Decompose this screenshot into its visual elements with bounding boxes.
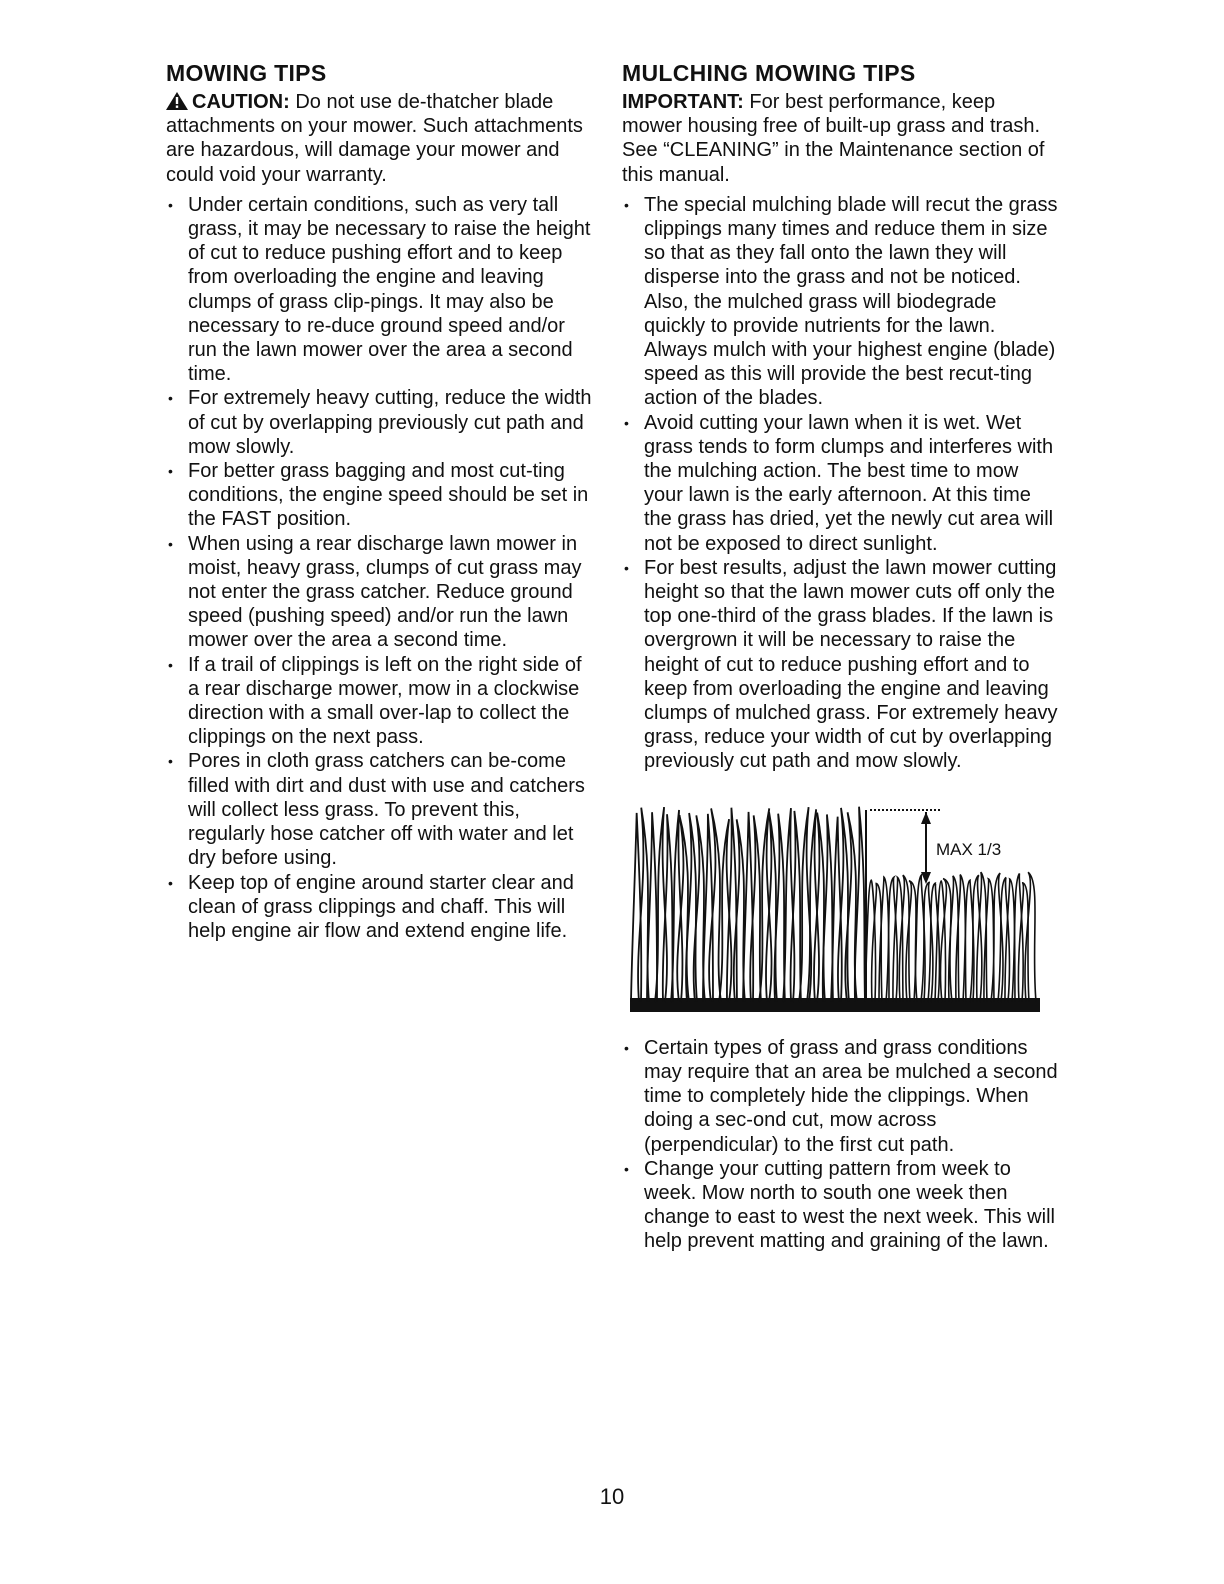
mowing-tips-list xyxy=(166,193,598,943)
list-item: • For best results, adjust the lawn mower cutting height so that the lawn mower cuts off only the top one-third of the grass blades. If the lawn is overgrown it will be necessary to raise the height of cut to reduce pushing effort and to keep from overloading the engine and leaving clumps of mulched grass. For extremely heavy grass, reduce your width of cut by overlapping previously cut path and mow slowly. xyxy=(622,556,1058,774)
grass-cutting-height-figure xyxy=(630,802,1040,1012)
list-item: • For extremely heavy cutting, reduce the width of cut by overlapping previously cut path and mow slowly. xyxy=(166,386,598,459)
important-paragraph xyxy=(622,90,1058,187)
important-text: For best performance, keep mower housing free of built-up grass and trash. See “CLEANING” in the Maintenance section of this manual. xyxy=(622,91,1045,186)
page-number: 10 xyxy=(599,1484,625,1509)
grass-blade xyxy=(709,808,721,1002)
list-item: • Under certain conditions, such as very tall grass, it may be necessary to raise the height of cut to reduce pushing effort and to keep from overloading the engine and leaving clumps of grass clip-pings. It may also be necessary to re-duce ground speed and/or run the lawn mower over the area a second time. xyxy=(166,193,598,387)
caution-label: CAUTION: xyxy=(192,91,290,113)
mulching-tips-list-continued xyxy=(622,1036,1058,1254)
caution-text: Do not use de-thatcher blade attachments on your mower. Such attachments are hazardous, will damage your mower and could void your warranty. xyxy=(166,91,583,186)
warning-triangle-icon xyxy=(166,92,188,110)
list-item: • Change your cutting pattern from week to week. Mow north to south one week then change to east to west the next week. This will help prevent matting and graining of the lawn. xyxy=(622,1157,1058,1254)
list-item: • Pores in cloth grass catchers can be-come filled with dirt and dust with use and catchers will collect less grass. To prevent this, regularly hose catcher off with water and let dry before using. xyxy=(166,749,598,870)
mulching-tips-column xyxy=(622,58,1058,1254)
mulching-tips-heading: MULCHING MOWING TIPS xyxy=(622,60,916,86)
list-item: • If a trail of clippings is left on the right side of a rear discharge mower, mow in a clockwise direction with a small over-lap to collect the clippings on the next pass. xyxy=(166,653,598,750)
grass-blade xyxy=(631,813,641,1002)
mulching-tips-list xyxy=(622,193,1058,774)
caution-paragraph xyxy=(166,90,598,187)
list-item: • Certain types of grass and grass conditions may require that an area be mulched a second time to completely hide the clippings. When doing a sec-ond cut, mow across (perpendicular) to the first cut path. xyxy=(622,1036,1058,1157)
list-item: • When using a rear discharge lawn mower in moist, heavy grass, clumps of cut grass may not enter the grass catcher. Reduce ground speed (pushing speed) and/or run the lawn mower over the area a second time. xyxy=(166,532,598,653)
list-item: • Keep top of engine around starter clear and clean of grass clippings and chaff. This will help engine air flow and extend engine life. xyxy=(166,871,598,944)
mowing-tips-heading: MOWING TIPS xyxy=(166,60,327,86)
grass-illustration xyxy=(630,802,1040,1012)
max-cut-label: MAX 1/3 xyxy=(936,839,1002,859)
mowing-tips-column xyxy=(166,58,598,943)
list-item: • The special mulching blade will recut the grass clippings many times and reduce them in size so that as they fall onto the lawn they will disperse into the grass and not be noticed. Also, the mulched grass will biodegrade quickly to provide nutrients for the lawn. Always mulch with your highest engine (blade) speed as this will provide the best recut-ting action of the blades. xyxy=(622,193,1058,411)
list-item: • Avoid cutting your lawn when it is wet. Wet grass tends to form clumps and interferes with the mulching action. The best time to mow your lawn is the early afternoon. At this time the grass has dried, yet the newly cut area will not be exposed to direct sunlight. xyxy=(622,411,1058,556)
important-label: IMPORTANT: xyxy=(622,91,744,113)
list-item: • For better grass bagging and most cut-ting conditions, the engine speed should be set in the FAST position. xyxy=(166,459,598,532)
